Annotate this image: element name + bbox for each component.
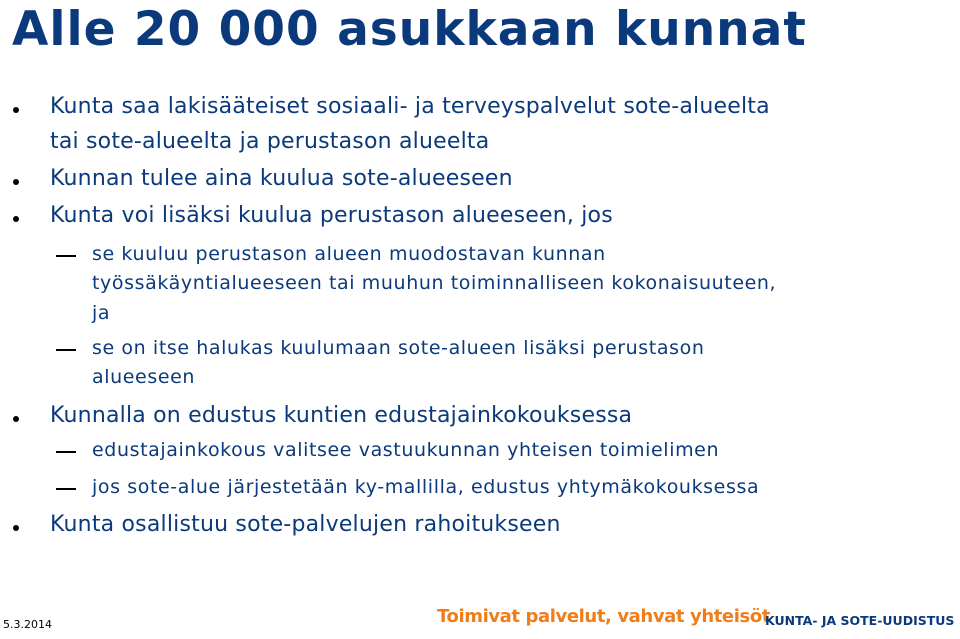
bullet-dot-icon <box>13 216 19 222</box>
dash-icon <box>56 451 76 453</box>
sub-bullet-item: alueeseen <box>92 366 196 388</box>
bullet-item: Kunta voi lisäksi kuulua perustason alueeseen, jos <box>50 203 613 228</box>
sub-bullet-item: työssäkäyntialueeseen tai muuhun toiminnalliseen kokonaisuuteen, <box>92 272 777 294</box>
dash-icon <box>56 349 76 351</box>
bullet-item: Kunnan tulee aina kuulua sote-alueeseen <box>50 166 513 191</box>
bullet-item: Kunta saa lakisääteiset sosiaali- ja terveyspalvelut sote-alueelta <box>50 94 770 119</box>
bullet-dot-icon <box>13 107 19 113</box>
bullet-dot-icon <box>13 416 19 422</box>
sub-bullet-item: se kuuluu perustason alueen muodostavan kunnan <box>92 243 606 265</box>
dash-icon <box>56 255 76 257</box>
bullet-dot-icon <box>13 525 19 531</box>
sub-bullet-item: se on itse halukas kuulumaan sote-alueen lisäksi perustason <box>92 337 705 359</box>
footer-slogan: Toimivat palvelut, vahvat yhteisöt <box>437 606 770 627</box>
bullet-item: tai sote-alueelta ja perustason alueelta <box>50 129 490 154</box>
footer-brand-logo: KUNTA- JA SOTE-UUDISTUS <box>765 613 955 628</box>
slide-date: 5.3.2014 <box>3 618 52 631</box>
sub-bullet-item: ja <box>92 302 111 324</box>
sub-bullet-item: edustajainkokous valitsee vastuukunnan yhteisen toimielimen <box>92 439 720 461</box>
dash-icon <box>56 488 76 490</box>
bullet-item: Kunnalla on edustus kuntien edustajainkokouksessa <box>50 403 633 428</box>
slide-title: Alle 20 000 asukkaan kunnat <box>12 2 807 57</box>
bullet-item: Kunta osallistuu sote-palvelujen rahoitukseen <box>50 512 561 537</box>
sub-bullet-item: jos sote-alue järjestetään ky-mallilla, edustus yhtymäkokouksessa <box>92 476 760 498</box>
bullet-dot-icon <box>13 179 19 185</box>
